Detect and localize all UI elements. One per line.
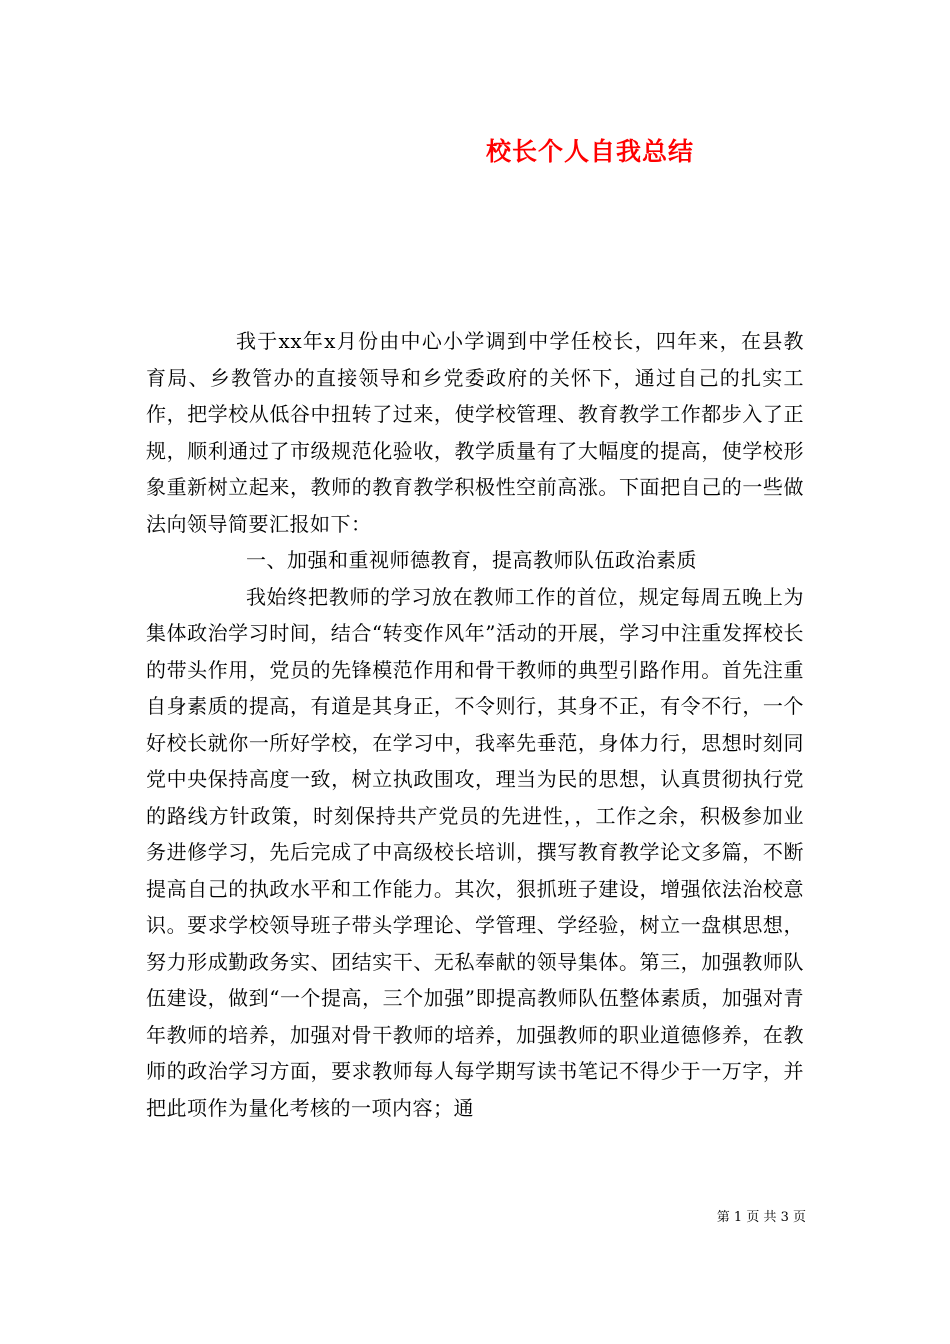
paragraph-intro: 我于xx年x月份由中心小学调到中学任校长，四年来，在县教育局、乡教管办的直接领导和乡党委政府的关怀下，通过自己的扎实工作，把学校从低谷中扭转了过来，使学校管理、教育教学工作都步入了正规，顺利通过了市级规范化验收，教学质量有了大幅度的提高，使学校形象重新树立起来，教师的教育教学积极性空前高涨。下面把自己的一些做法向领导简要汇报如下： [146, 329, 804, 536]
section-heading-1: 一、加强和重视师德教育，提高教师队伍政治素质 [246, 548, 697, 572]
paragraph-section-1: 我始终把教师的学习放在教师工作的首位，规定每周五晚上为集体政治学习时间，结合“转变作风年”活动的开展，学习中注重发挥校长的带头作用，党员的先锋模范作用和骨干教师的典型引路作用。首先注重自身素质的提高，有道是其身正，不令则行，其身不正，有令不行，一个好校长就你一所好学校，在学习中，我率先垂范，身体力行，思想时刻同党中央保持高度一致，树立执政围攻，理当为民的思想，认真贯彻执行党的路线方针政策，时刻保持共产党员的先进性，，工作之余，积极参加业务进修学习，先后完成了中高级校长培训，撰写教育教学论文多篇，不断提高自己的执政水平和工作能力。其次，狠抓班子建设，增强依法治校意识。要求学校领导班子带头学理论、学管理、学经验，树立一盘棋思想，努力形成勤政务实、团结实干、无私奉献的领导集体。第三，加强教师队伍建设，做到“一个提高，三个加强”即提高教师队伍整体素质，加强对青年教师的培养，加强对骨干教师的培养，加强教师的职业道德修养，在教师的政治学习方面，要求教师每人每学期写读书笔记不得少于一万字，并把此项作为量化考核的一项内容；通 [146, 584, 804, 1120]
document-title: 校长个人自我总结 [485, 137, 694, 166]
document-body [146, 323, 804, 1126]
page-footer: 第 1 页 共 3 页 [716, 1210, 806, 1225]
